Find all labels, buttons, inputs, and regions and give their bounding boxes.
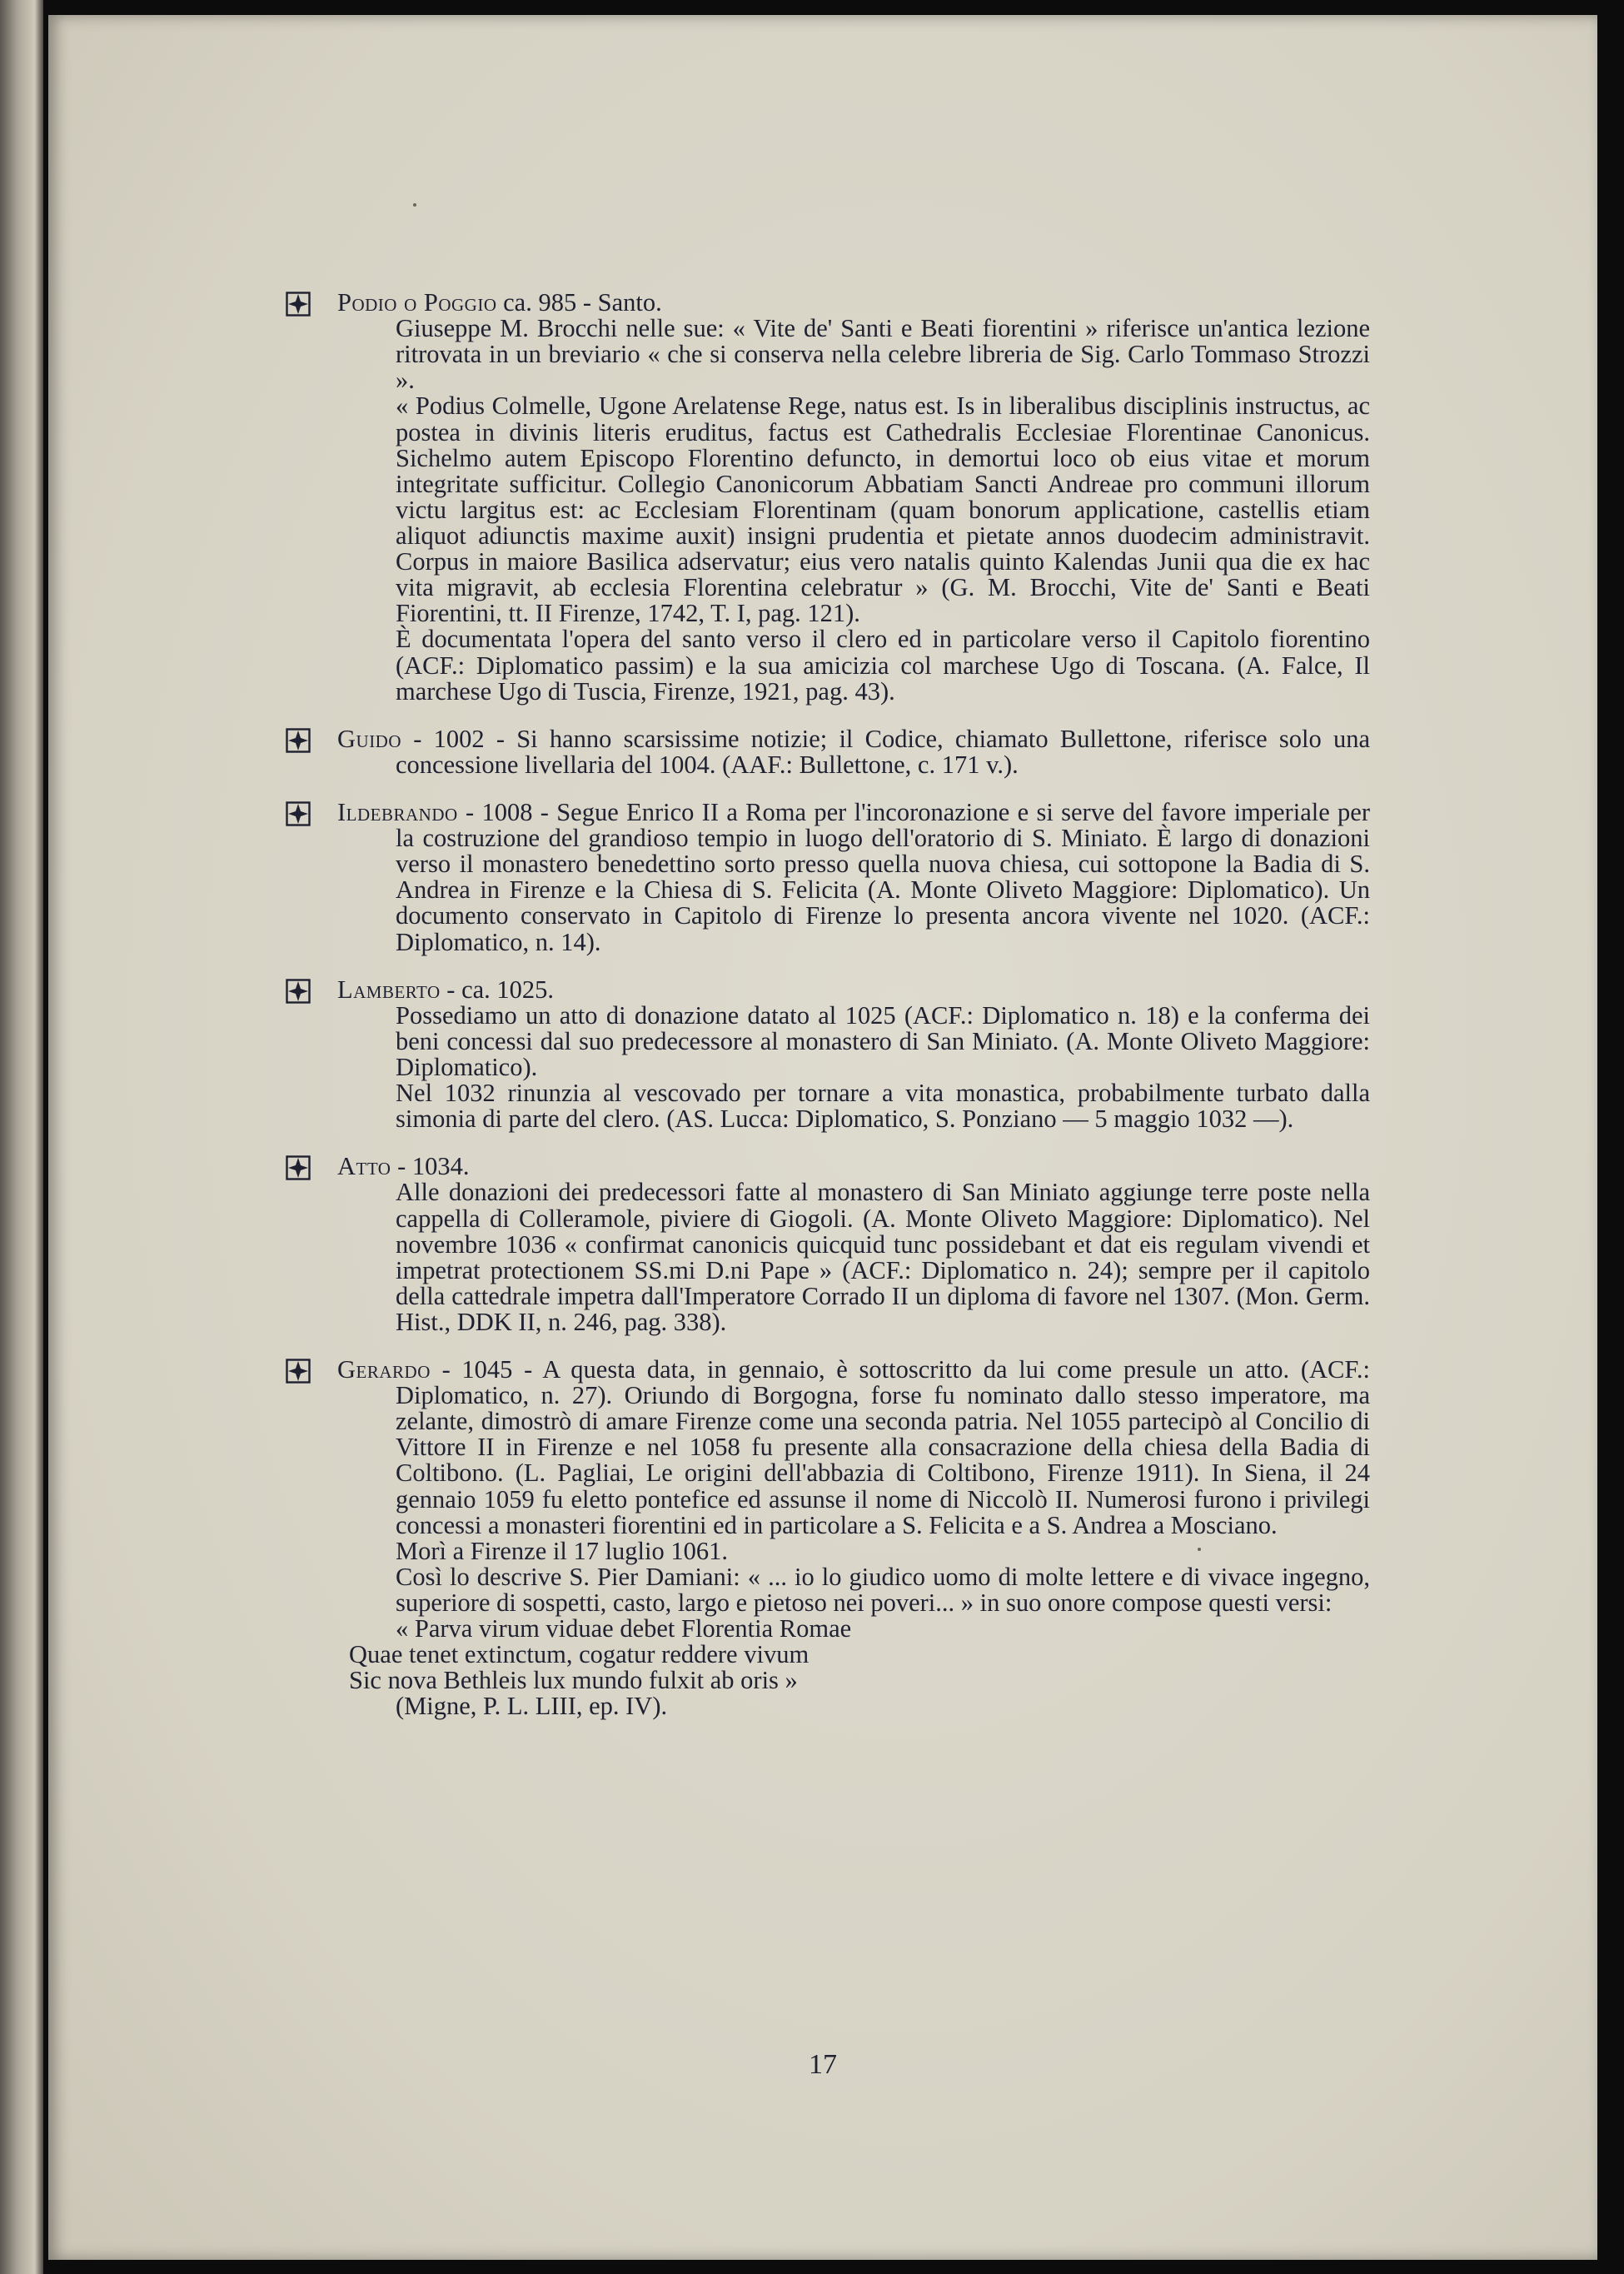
entry-text: [337, 797, 1370, 956]
entry-text: [337, 726, 1370, 778]
verse-line: Quae tenet extinctum, cogatur reddere vivum: [349, 1640, 810, 1669]
paragraph: Giuseppe M. Brocchi nelle sue: « Vite de' Santi e Beati fiorentini » riferisce un'antica lezione ritrovata in un breviario « che si conserva nella celebre libreria de Sig. Carlo Tommaso Strozzi ».: [396, 314, 1370, 395]
entry-name: Ildebrando: [337, 797, 458, 826]
entry-date: ca. 985 - Santo.: [496, 288, 662, 317]
page-number: 17: [809, 2049, 837, 2080]
entry-atto: [337, 1154, 1370, 1335]
entry-date: - 1034.: [391, 1152, 470, 1181]
entry-heading: [337, 1154, 1370, 1179]
paragraph: Così lo descrive S. Pier Damiani: « ... io lo giudico uomo di molte lettere e di vivace ingegno, superiore di sospetti, casto, largo e pietoso nei poveri... » in suo onore compose questi versi:: [396, 1562, 1370, 1618]
entry-ildebrando: [337, 797, 1370, 956]
entry-heading: [337, 290, 1370, 316]
entry-name: Podio o Poggio: [337, 288, 497, 317]
entry-text: [337, 1357, 1370, 1538]
paragraph: Morì a Firenze il 17 luglio 1061.: [396, 1536, 728, 1565]
page-text: [337, 290, 1370, 1742]
book-page: [48, 15, 1597, 2260]
paragraph: Nel 1032 rinunzia al vescovado per tornare a vita monastica, probabilmente turbato dalla simonia di parte del clero. (AS. Lucca: Diplomatico, S. Ponziano — 5 maggio 1032 —).: [396, 1079, 1370, 1134]
entry-body: - 1045 - A questa data, in gennaio, è sottoscritto da lui come presule un atto. (ACF.: Diplomatico, n. 27). Oriundo di Borgogna, forse fu nominato dallo stesso imperatore, ma zelante, dimostrò di amare Firenze come una seconda patria. Nel 1055 partecipò al Concilio di Vittore II in Firenze e nel 1058 fu presente alla consacrazione della chiesa della Badia di Coltibono. (L. Pagliai, Le origini dell'abbazia di Coltibono, Firenze 1911). In Siena, il 24 gennaio 1059 fu eletto pontefice ed assunse il nome di Niccolò II. Numerosi furono i privilegi concessi a monasteri fiorentini ed in particolare a S. Felicita e a S. Andrea a Mosciano.: [396, 1355, 1370, 1539]
cross-pattee-icon: [286, 1359, 311, 1384]
cross-pattee-icon: [286, 979, 311, 1004]
entry-name: Lamberto: [337, 975, 441, 1004]
cross-pattee-icon: [286, 728, 311, 753]
cross-pattee-icon: [286, 1155, 311, 1180]
entry-name: Guido: [337, 724, 402, 753]
entry-heading: [337, 977, 1370, 1003]
entry-body: - 1002 - Si hanno scarsissime notizie; il Codice, chiamato Bullettone, riferisce solo una concessione livellaria del 1004. (AAF.: Bullettone, c. 171 v.).: [396, 724, 1370, 779]
paragraph: Possediamo un atto di donazione datato al 1025 (ACF.: Diplomatico n. 18) e la conferma dei beni concessi dal suo predecessore al monastero di San Miniato. (A. Monte Oliveto Maggiore: Diplomatico).: [396, 1000, 1370, 1081]
entry-guido: [337, 726, 1370, 778]
entry-date: - ca. 1025.: [440, 975, 555, 1004]
entry-lamberto: [337, 977, 1370, 1133]
speck: [413, 203, 416, 207]
left-page-edge: [0, 0, 43, 2274]
entry-name: Gerardo: [337, 1355, 431, 1384]
cross-pattee-icon: [286, 292, 311, 317]
paragraph: È documentata l'opera del santo verso il clero ed in particolare verso il Capitolo fiorentino (ACF.: Diplomatico passim) e la sua amicizia col marchese Ugo di Toscana. (A. Falce, Il marchese Ugo di Tuscia, Firenze, 1921, pag. 43).: [396, 625, 1370, 706]
verse-line: « Parva virum viduae debet Florentia Romae: [396, 1614, 852, 1643]
paragraph: Alle donazioni dei predecessori fatte al monastero di San Miniato aggiunge terre poste nella cappella di Colleramole, piviere di Giogoli. (A. Monte Oliveto Maggiore: Diplomatico). Nel novembre 1036 « confirmat canonicis quicquid tunc possidebant et dat eis regulam vivendi et impetrat protectionem SS.mi D.ni Pape » (ACF.: Diplomatico n. 24); sempre per il capitolo della cattedrale impetra dall'Imperatore Corrado II un diploma di favore nel 1307. (Mon. Germ. Hist., DDK II, n. 246, pag. 338).: [396, 1178, 1370, 1336]
entry-gerardo: [337, 1357, 1370, 1720]
cross-pattee-icon: [286, 801, 311, 826]
entry-body: - 1008 - Segue Enrico II a Roma per l'incoronazione e si serve del favore imperiale per la costruzione del grandioso tempio in luogo dell'oratorio di S. Miniato. È largo di donazioni verso il monastero benedettino sorto presso quella nuova chiesa, cui sottopone la Badia di S. Andrea in Firenze e la Chiesa di S. Felicita (A. Monte Oliveto Maggiore: Diplomatico). Un documento conservato in Capitolo di Firenze lo presenta ancora vivente nel 1020. (ACF.: Diplomatico, n. 14).: [396, 797, 1370, 956]
verse-line: Sic nova Bethleis lux mundo fulxit ab oris »: [349, 1666, 798, 1695]
entry-podio: [337, 290, 1370, 705]
paragraph: « Podius Colmelle, Ugone Arelatense Rege, natus est. Is in liberalibus disciplinis instructus, ac postea in divinis literis eruditus, factus est Cathedralis Ecclesiae Florentinae Canonicus. Sichelmo autem Episcopo Florentino defuncto, in demortui loco ob eius vitae et morum integritate sufficitur. Collegio Canonicorum Abbatiam Sancti Andreae pro communi illorum victu largitus est: ac Ecclesiam Florentinam (quam bonorum applicatione, castellis etiam aliquot adiunctis maxime auxit) insigni prudentia et pietate annos duodecim administravit. Corpus in maiore Basilica adservatur; eius vero natalis quinto Kalendas Junii qua die ex hac vita migravit, ab ecclesia Florentina celebratur » (G. M. Brocchi, Vite de' Santi e Beati Fiorentini, tt. II Firenze, 1742, T. I, pag. 121).: [396, 391, 1370, 628]
entry-name: Atto: [337, 1152, 391, 1181]
citation: (Migne, P. L. LIII, ep. IV).: [396, 1692, 668, 1721]
